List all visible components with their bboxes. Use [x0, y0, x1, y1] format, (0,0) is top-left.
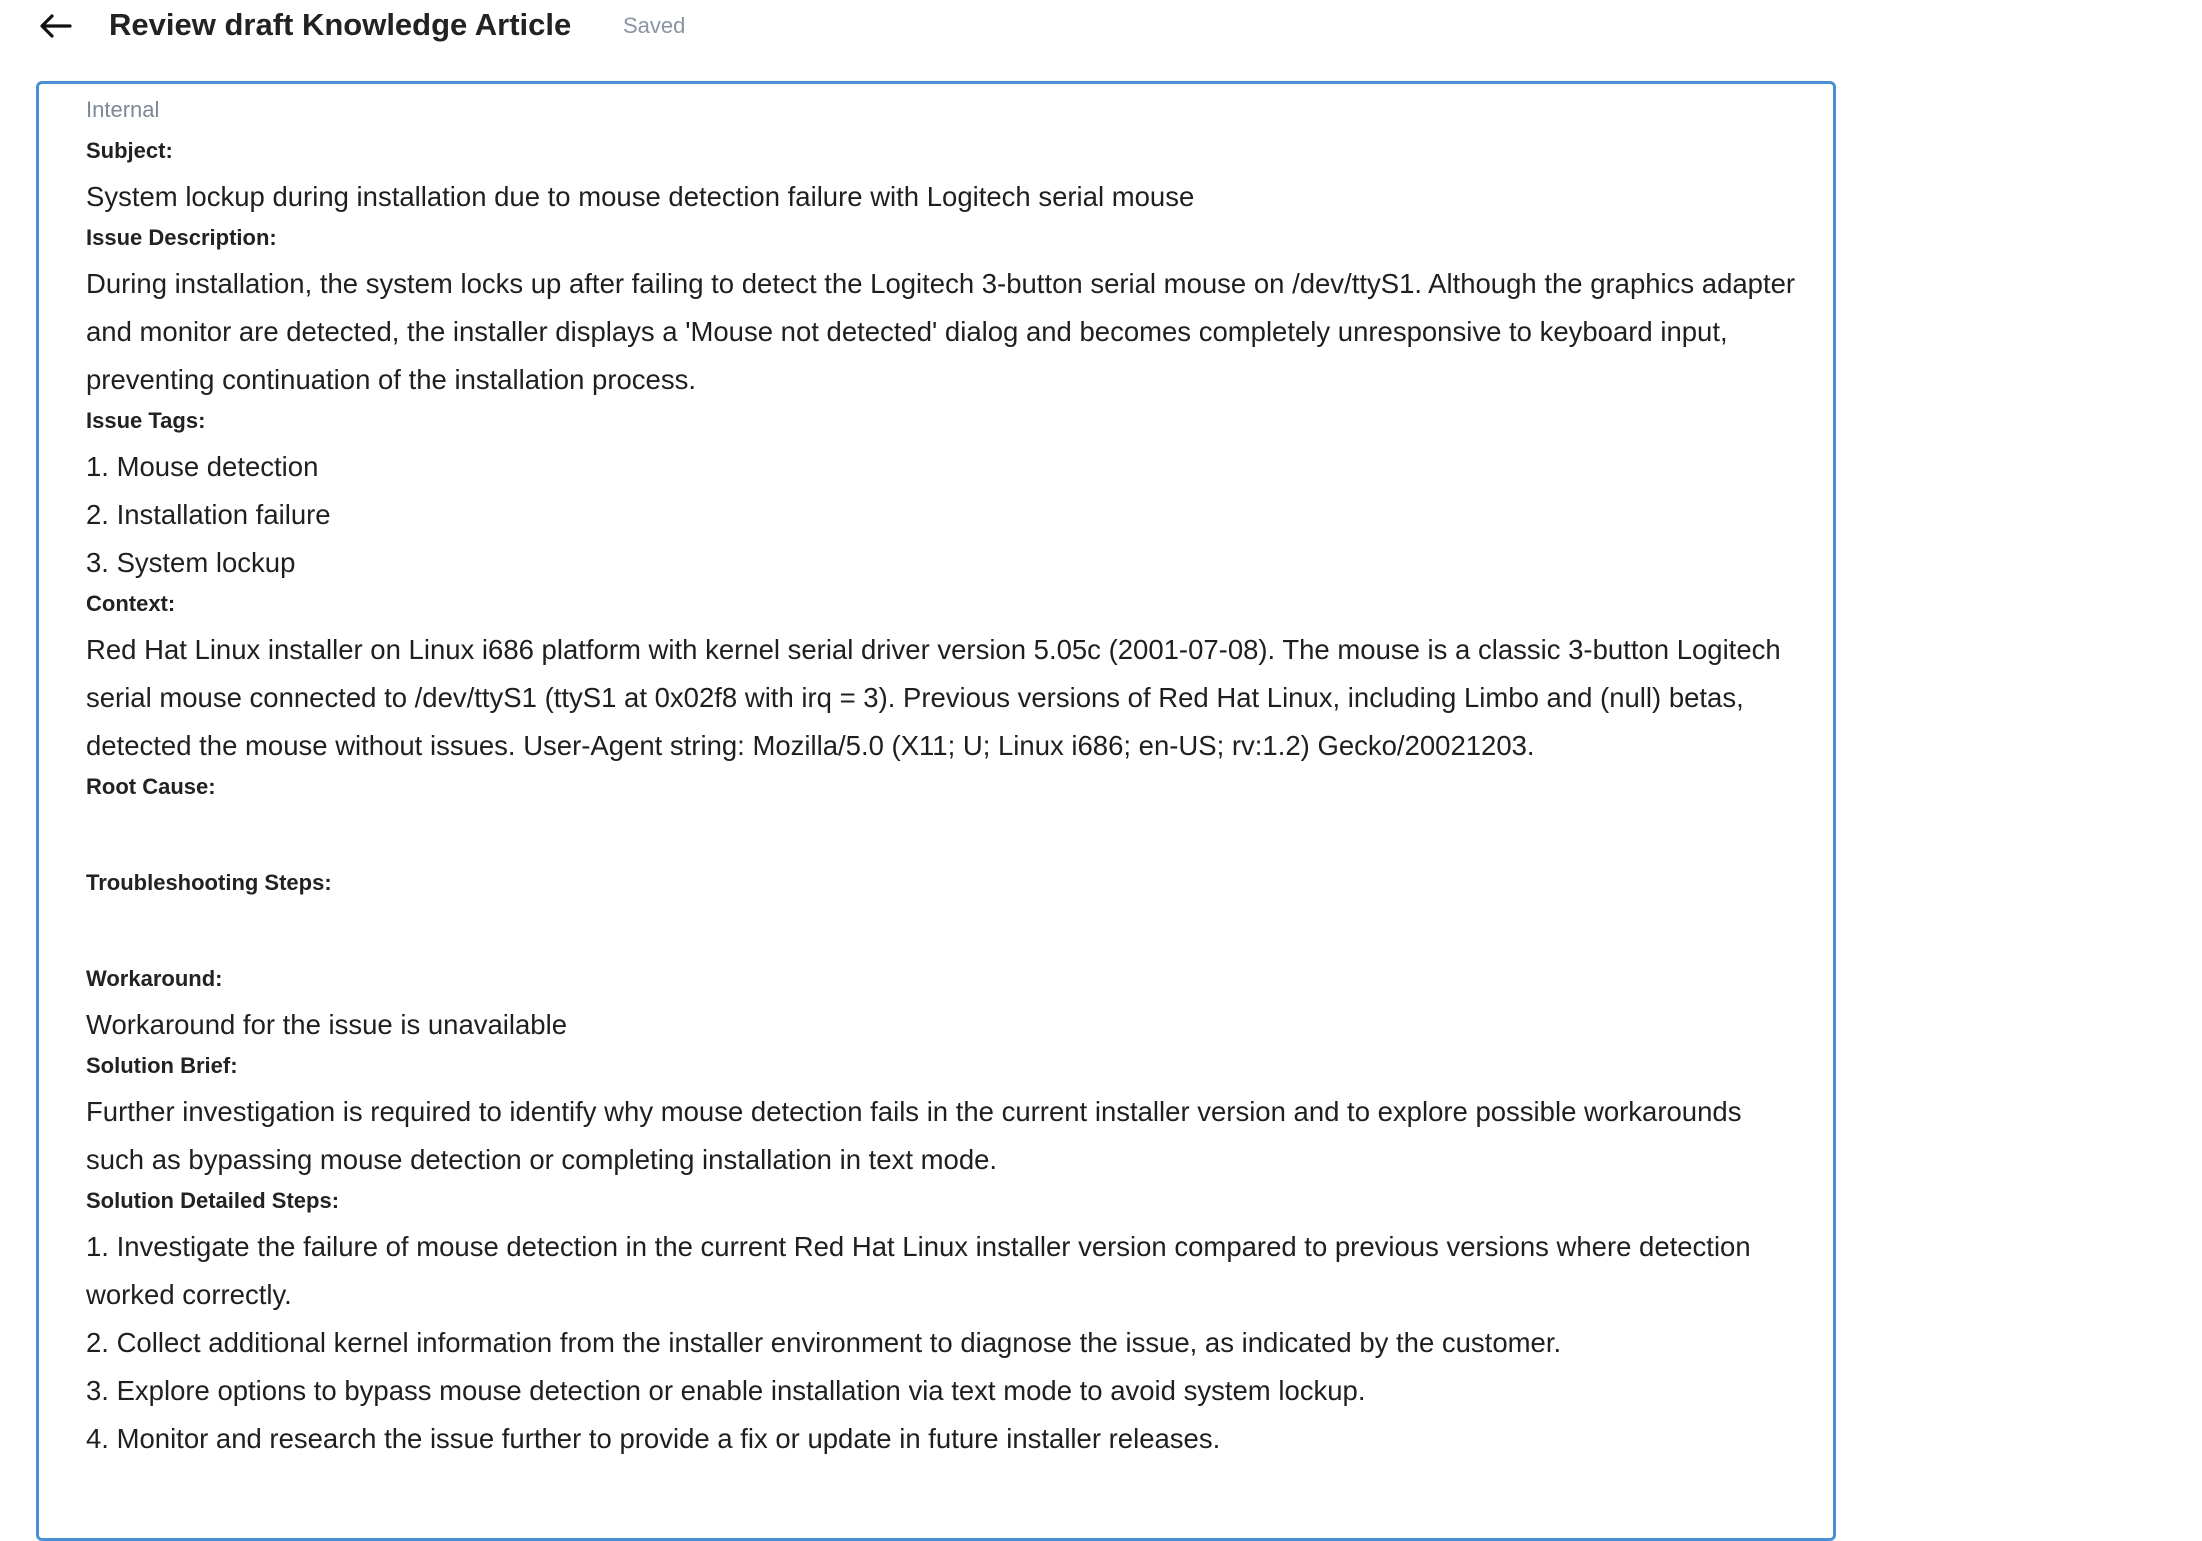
context-label: Context: — [86, 591, 176, 616]
arrow-left-icon — [40, 14, 72, 38]
solution-step-item[interactable]: 2. Collect additional kernel information from the installer environment to diagnose the issue, as indicated by the customer. — [86, 1327, 1562, 1358]
article-editor[interactable] — [36, 81, 1836, 1541]
solution-brief-text[interactable]: Further investigation is required to identify why mouse detection fails in the current installer version and to explore possible workarounds such as bypassing mouse detection or completing installation in text mode. — [86, 1096, 1742, 1175]
issue-tag-item[interactable]: 1. Mouse detection — [86, 451, 319, 482]
save-status: Saved — [623, 13, 686, 38]
issue-description-section — [86, 225, 1806, 404]
solution-step-item[interactable]: 4. Monitor and research the issue further to provide a fix or update in future installer releases. — [86, 1423, 1221, 1454]
troubleshooting-label: Troubleshooting Steps: — [86, 870, 332, 895]
context-text[interactable]: Red Hat Linux installer on Linux i686 platform with kernel serial driver version 5.05c (2001-07-08). The mouse is a classic 3-button Logitech serial mouse connected to /dev/ttyS1 (ttyS1 at 0x02f8 with irq = 3). Previous versions of Red Hat Linux, including Limbo and (null) betas, detected the mouse without issues. User-Agent string: Mozilla/5.0 (X11; U; Linux i686; en-US; rv:1.2) Gecko/20021203. — [86, 634, 1781, 761]
solution-brief-label: Solution Brief: — [86, 1053, 238, 1078]
troubleshooting-section — [86, 870, 1806, 962]
root-cause-label: Root Cause: — [86, 774, 216, 799]
solution-steps-label: Solution Detailed Steps: — [86, 1188, 340, 1213]
solution-step-item[interactable]: 3. Explore options to bypass mouse detection or enable installation via text mode to avoid system lockup. — [86, 1375, 1366, 1406]
context-section — [86, 591, 1806, 770]
visibility-label: Internal — [86, 97, 160, 122]
issue-description-label: Issue Description: — [86, 225, 277, 250]
page-title: Review draft Knowledge Article — [109, 7, 572, 42]
issue-tags-label: Issue Tags: — [86, 408, 206, 433]
subject-section — [86, 138, 1806, 221]
workaround-label: Workaround: — [86, 966, 223, 991]
subject-label: Subject: — [86, 138, 173, 163]
solution-steps-section — [86, 1188, 1806, 1463]
issue-tag-item[interactable]: 3. System lockup — [86, 547, 296, 578]
troubleshooting-text[interactable] — [86, 905, 1806, 962]
issue-description-text[interactable]: During installation, the system locks up after failing to detect the Logitech 3-button serial mouse on /dev/ttyS1. Although the graphics adapter and monitor are detected, the installer displays a 'Mouse not detected' dialog and becomes completely unresponsive to keyboard input, preventing continuation of the installation process. — [86, 268, 1796, 395]
article-content[interactable] — [86, 96, 1806, 1467]
workaround-section — [86, 966, 1806, 1049]
root-cause-section — [86, 774, 1806, 866]
root-cause-text[interactable] — [86, 809, 1806, 866]
page-header — [0, 0, 2202, 52]
solution-step-item[interactable]: 1. Investigate the failure of mouse detection in the current Red Hat Linux installer version compared to previous versions where detection worked correctly. — [86, 1231, 1751, 1310]
back-button[interactable] — [34, 4, 78, 48]
issue-tag-item[interactable]: 2. Installation failure — [86, 499, 331, 530]
subject-text[interactable]: System lockup during installation due to mouse detection failure with Logitech serial mouse — [86, 181, 1195, 212]
workaround-text[interactable]: Workaround for the issue is unavailable — [86, 1009, 568, 1040]
issue-tags-section — [86, 408, 1806, 587]
solution-brief-section — [86, 1053, 1806, 1184]
